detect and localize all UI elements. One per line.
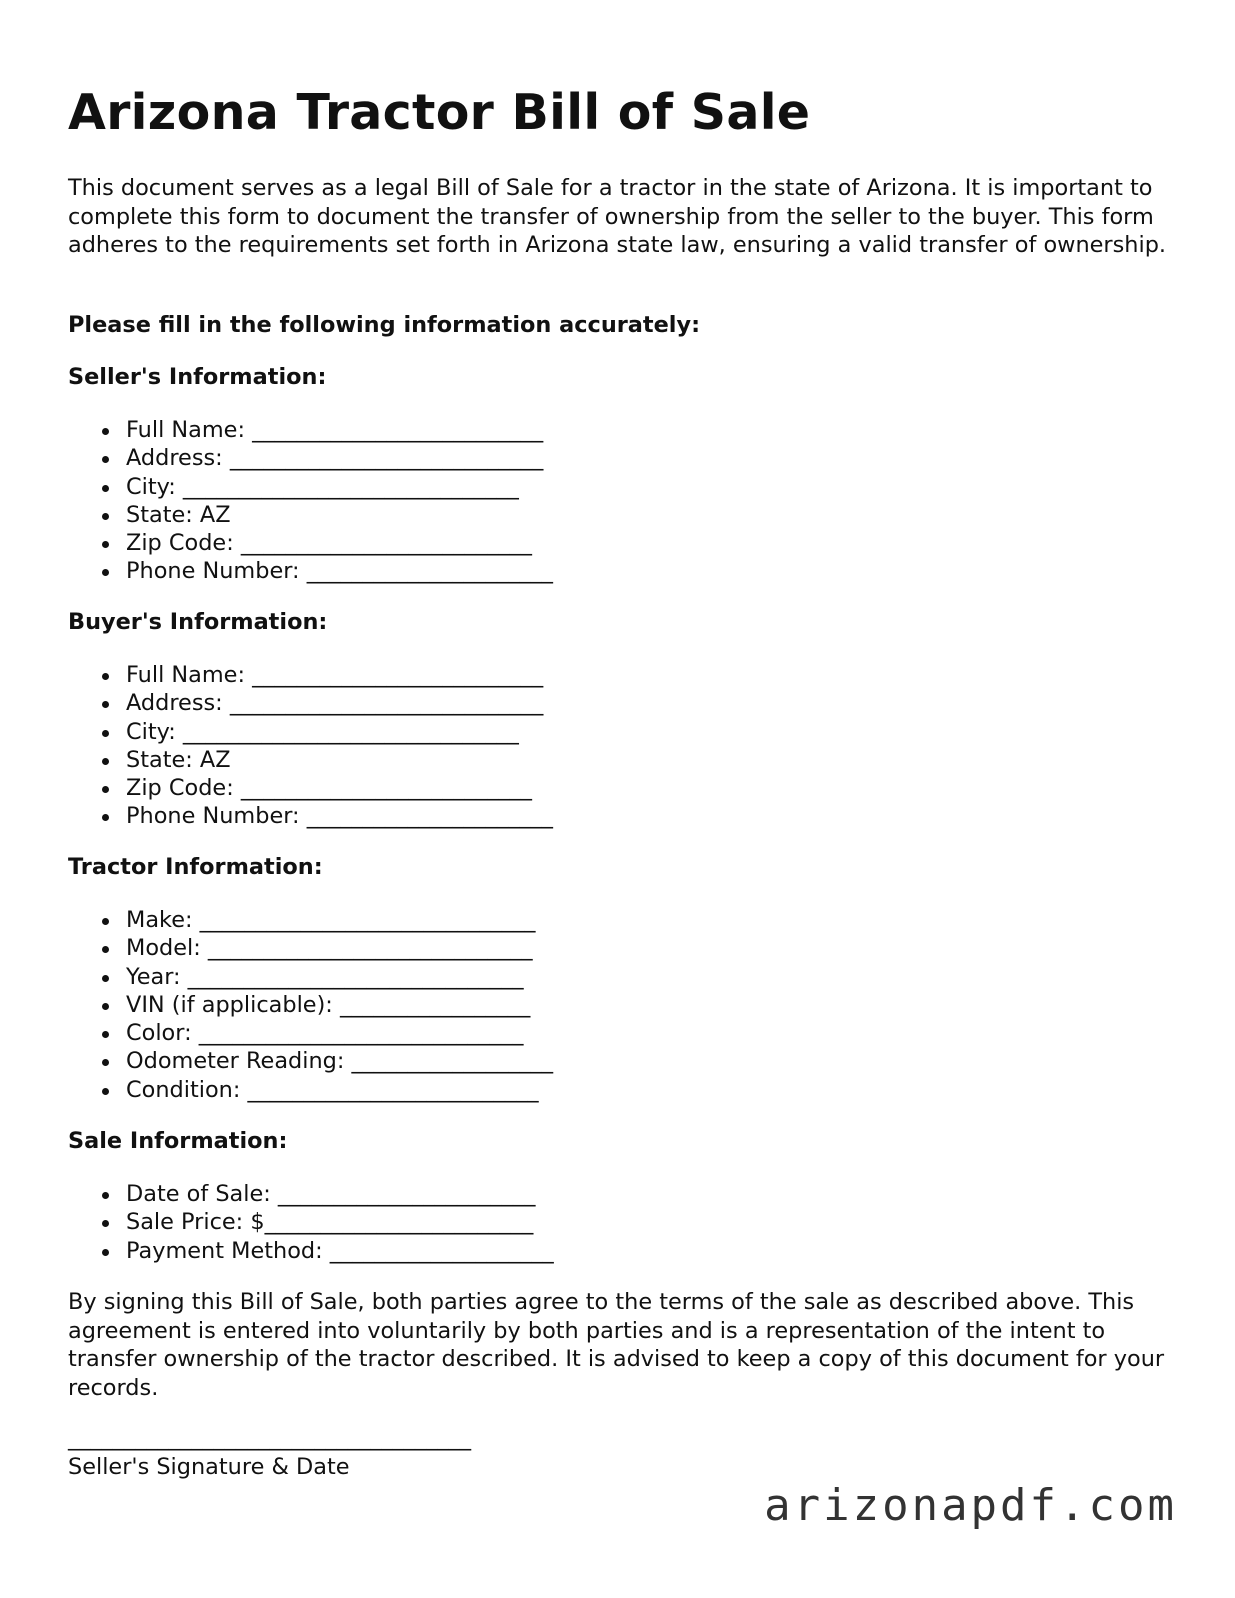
buyer-full-name-field[interactable]: Full Name: __________________________	[68, 661, 553, 689]
seller-state-field: State: AZ	[68, 501, 553, 529]
seller-city-field[interactable]: City: ______________________________	[68, 473, 553, 501]
seller-phone-field[interactable]: Phone Number: ______________________	[68, 557, 553, 585]
sale-date-field[interactable]: Date of Sale: _______________________	[68, 1180, 554, 1208]
seller-section-heading: Seller's Information:	[68, 364, 327, 390]
sale-price-field[interactable]: Sale Price: $________________________	[68, 1208, 554, 1236]
seller-full-name-field[interactable]: Full Name: __________________________	[68, 416, 553, 444]
page-title: Arizona Tractor Bill of Sale	[68, 84, 811, 141]
seller-zip-field[interactable]: Zip Code: __________________________	[68, 529, 553, 557]
buyer-section-heading: Buyer's Information:	[68, 609, 328, 635]
tractor-year-field[interactable]: Year: ______________________________	[68, 963, 553, 991]
buyer-state-field: State: AZ	[68, 746, 553, 774]
site-watermark: arizonapdf.com	[764, 1480, 1177, 1531]
seller-fields-list	[68, 416, 553, 586]
tractor-model-field[interactable]: Model: _____________________________	[68, 934, 553, 962]
closing-paragraph: By signing this Bill of Sale, both parties agree to the terms of the sale as described above. This agreement is entered into voluntarily by both parties and is a representation of the intent to transfer ownership of the tractor described. It is advised to keep a copy of this document for your records.	[68, 1289, 1165, 1401]
buyer-fields-list	[68, 661, 553, 831]
sale-payment-method-field[interactable]: Payment Method: ____________________	[68, 1237, 554, 1265]
tractor-odometer-field[interactable]: Odometer Reading: __________________	[68, 1047, 553, 1075]
tractor-condition-field[interactable]: Condition: __________________________	[68, 1076, 553, 1104]
tractor-fields-list	[68, 906, 553, 1104]
fill-instruction: Please fill in the following information accurately:	[68, 312, 701, 338]
sale-fields-list	[68, 1180, 554, 1265]
tractor-section-heading: Tractor Information:	[68, 854, 323, 880]
sale-section-heading: Sale Information:	[68, 1128, 288, 1154]
seller-address-field[interactable]: Address: ____________________________	[68, 444, 553, 472]
buyer-zip-field[interactable]: Zip Code: __________________________	[68, 774, 553, 802]
tractor-vin-field[interactable]: VIN (if applicable): _________________	[68, 991, 553, 1019]
tractor-color-field[interactable]: Color: _____________________________	[68, 1019, 553, 1047]
buyer-address-field[interactable]: Address: ____________________________	[68, 689, 553, 717]
seller-signature-line[interactable]: ____________________________________	[68, 1425, 472, 1451]
buyer-city-field[interactable]: City: ______________________________	[68, 718, 553, 746]
intro-paragraph: This document serves as a legal Bill of Sale for a tractor in the state of Arizona. It is important to complete this form to document the transfer of ownership from the seller to the buyer. This form adheres to the requirements set forth in Arizona state law, ensuring a valid transfer of ownership.	[68, 175, 1167, 258]
seller-signature-label: Seller's Signature & Date	[68, 1454, 350, 1480]
buyer-phone-field[interactable]: Phone Number: ______________________	[68, 802, 553, 830]
tractor-make-field[interactable]: Make: ______________________________	[68, 906, 553, 934]
